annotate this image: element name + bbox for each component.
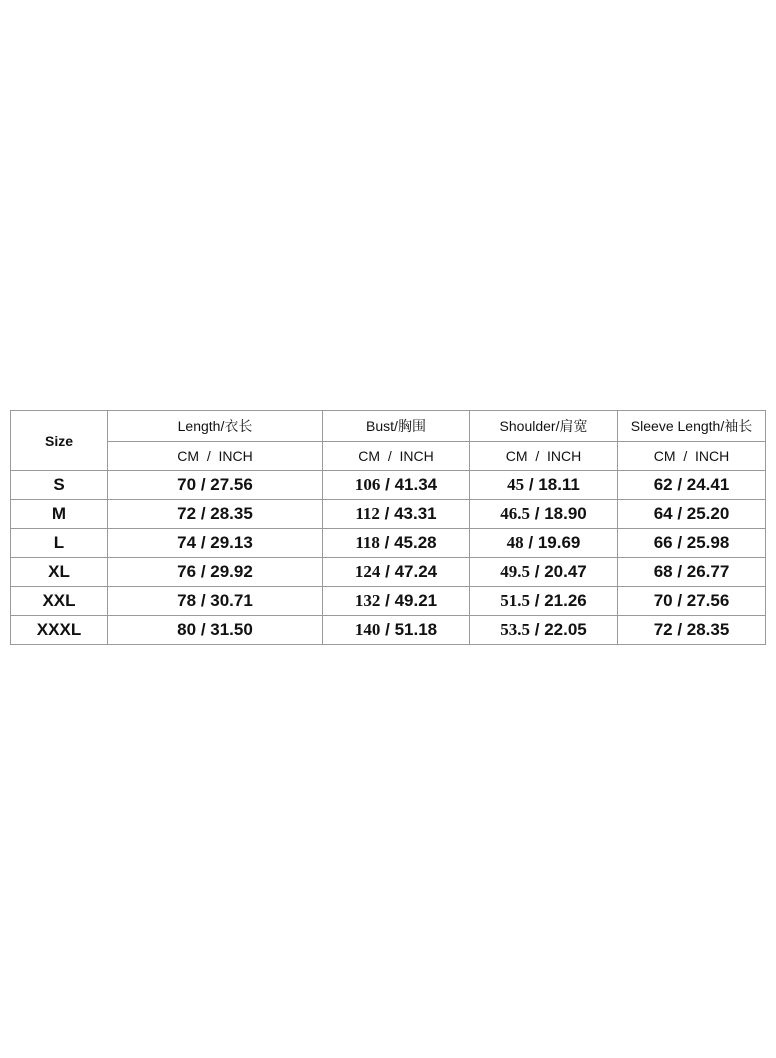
length-cm: 76 <box>177 562 197 581</box>
size-rows <box>11 471 766 645</box>
shoulder-cm: 51.5 <box>500 591 531 610</box>
length-header: Length/衣长 <box>108 411 323 442</box>
shoulder-header: Shoulder/肩宽 <box>470 411 618 442</box>
shoulder-cell <box>470 529 618 558</box>
shoulder-cm: 53.5 <box>500 620 531 639</box>
value-separator: / <box>380 475 395 494</box>
length-inch: 27.56 <box>210 475 253 494</box>
length-inch: 31.50 <box>210 620 253 639</box>
sleeve-length-cell: 70 / 27.56 <box>618 587 766 616</box>
length-cm: 72 <box>177 504 197 523</box>
bust-cell <box>323 587 470 616</box>
length-cell <box>108 558 323 587</box>
length-cell <box>108 616 323 645</box>
shoulder-inch: 20.47 <box>544 562 587 581</box>
length-inch: 29.13 <box>210 533 253 552</box>
bust-unit: CM / INCH <box>323 442 470 471</box>
length-cell <box>108 529 323 558</box>
shoulder-cell <box>470 471 618 500</box>
value-separator: / <box>379 504 395 523</box>
value-separator: / <box>524 475 539 494</box>
value-separator: / <box>380 562 395 581</box>
value-separator: / <box>380 620 395 639</box>
shoulder-inch: 19.69 <box>537 533 581 552</box>
bust-inch: 51.18 <box>394 620 438 639</box>
bust-cm: 106 <box>354 475 381 494</box>
value-separator: / <box>530 620 545 639</box>
bust-cell <box>323 616 470 645</box>
bust-cell <box>323 471 470 500</box>
shoulder-cell <box>470 587 618 616</box>
length-inch: 29.92 <box>210 562 253 581</box>
shoulder-cell <box>470 558 618 587</box>
size-cell: L <box>11 529 108 558</box>
value-separator: / <box>196 475 211 494</box>
value-separator: / <box>379 533 395 552</box>
size-cell: XXL <box>11 587 108 616</box>
sleeve-length-cell: 68 / 26.77 <box>618 558 766 587</box>
size-cell: XXXL <box>11 616 108 645</box>
bust-inch: 43.31 <box>394 504 437 523</box>
table-row <box>11 500 766 529</box>
bust-cell <box>323 500 470 529</box>
length-unit: CM / INCH <box>108 442 323 471</box>
shoulder-inch: 18.11 <box>538 475 580 494</box>
value-separator: / <box>196 533 211 552</box>
size-cell: M <box>11 500 108 529</box>
sleeve-length-header: Sleeve Length/袖长 <box>618 411 766 442</box>
shoulder-cm: 45 <box>507 475 525 494</box>
value-separator: / <box>523 533 538 552</box>
value-separator: / <box>196 591 211 610</box>
size-chart-table <box>10 410 766 645</box>
length-cm: 70 <box>177 475 197 494</box>
bust-header: Bust/胸围 <box>323 411 470 442</box>
shoulder-cm: 49.5 <box>500 562 531 581</box>
table-row <box>11 616 766 645</box>
shoulder-cell <box>470 500 618 529</box>
value-separator: / <box>196 562 211 581</box>
sleeve-length-cell: 62 / 24.41 <box>618 471 766 500</box>
value-separator: / <box>530 562 545 581</box>
sleeve-length-cell: 64 / 25.20 <box>618 500 766 529</box>
shoulder-unit: CM / INCH <box>470 442 618 471</box>
shoulder-cm: 46.5 <box>500 504 531 523</box>
shoulder-inch: 22.05 <box>544 620 587 639</box>
size-cell: XL <box>11 558 108 587</box>
length-cm: 80 <box>177 620 197 639</box>
bust-inch: 49.21 <box>394 591 438 610</box>
bust-cm: 124 <box>354 562 381 581</box>
shoulder-cm: 48 <box>506 533 524 552</box>
length-cell <box>108 500 323 529</box>
sleeve-length-cell: 66 / 25.98 <box>618 529 766 558</box>
table-row <box>11 587 766 616</box>
sleeve-length-unit: CM / INCH <box>618 442 766 471</box>
shoulder-inch: 21.26 <box>544 591 587 610</box>
bust-cm: 132 <box>354 591 381 610</box>
bust-cm: 140 <box>354 620 381 639</box>
length-cm: 78 <box>177 591 197 610</box>
length-inch: 28.35 <box>210 504 253 523</box>
bust-cm: 118 <box>355 533 380 552</box>
bust-inch: 41.34 <box>394 475 438 494</box>
table-row <box>11 529 766 558</box>
header-row <box>11 411 766 442</box>
bust-cell <box>323 558 470 587</box>
value-separator: / <box>530 591 545 610</box>
length-cell <box>108 471 323 500</box>
value-separator: / <box>196 620 211 639</box>
table-row <box>11 558 766 587</box>
value-separator: / <box>530 504 545 523</box>
bust-inch: 47.24 <box>394 562 438 581</box>
shoulder-cell <box>470 616 618 645</box>
bust-inch: 45.28 <box>394 533 437 552</box>
sleeve-length-cell: 72 / 28.35 <box>618 616 766 645</box>
bust-cell <box>323 529 470 558</box>
table-row <box>11 471 766 500</box>
shoulder-inch: 18.90 <box>544 504 587 523</box>
length-cell <box>108 587 323 616</box>
bust-cm: 112 <box>355 504 380 523</box>
length-cm: 74 <box>177 533 197 552</box>
value-separator: / <box>380 591 395 610</box>
size-header: Size <box>11 411 108 471</box>
unit-row <box>11 442 766 471</box>
length-inch: 30.71 <box>210 591 253 610</box>
size-cell: S <box>11 471 108 500</box>
value-separator: / <box>196 504 211 523</box>
